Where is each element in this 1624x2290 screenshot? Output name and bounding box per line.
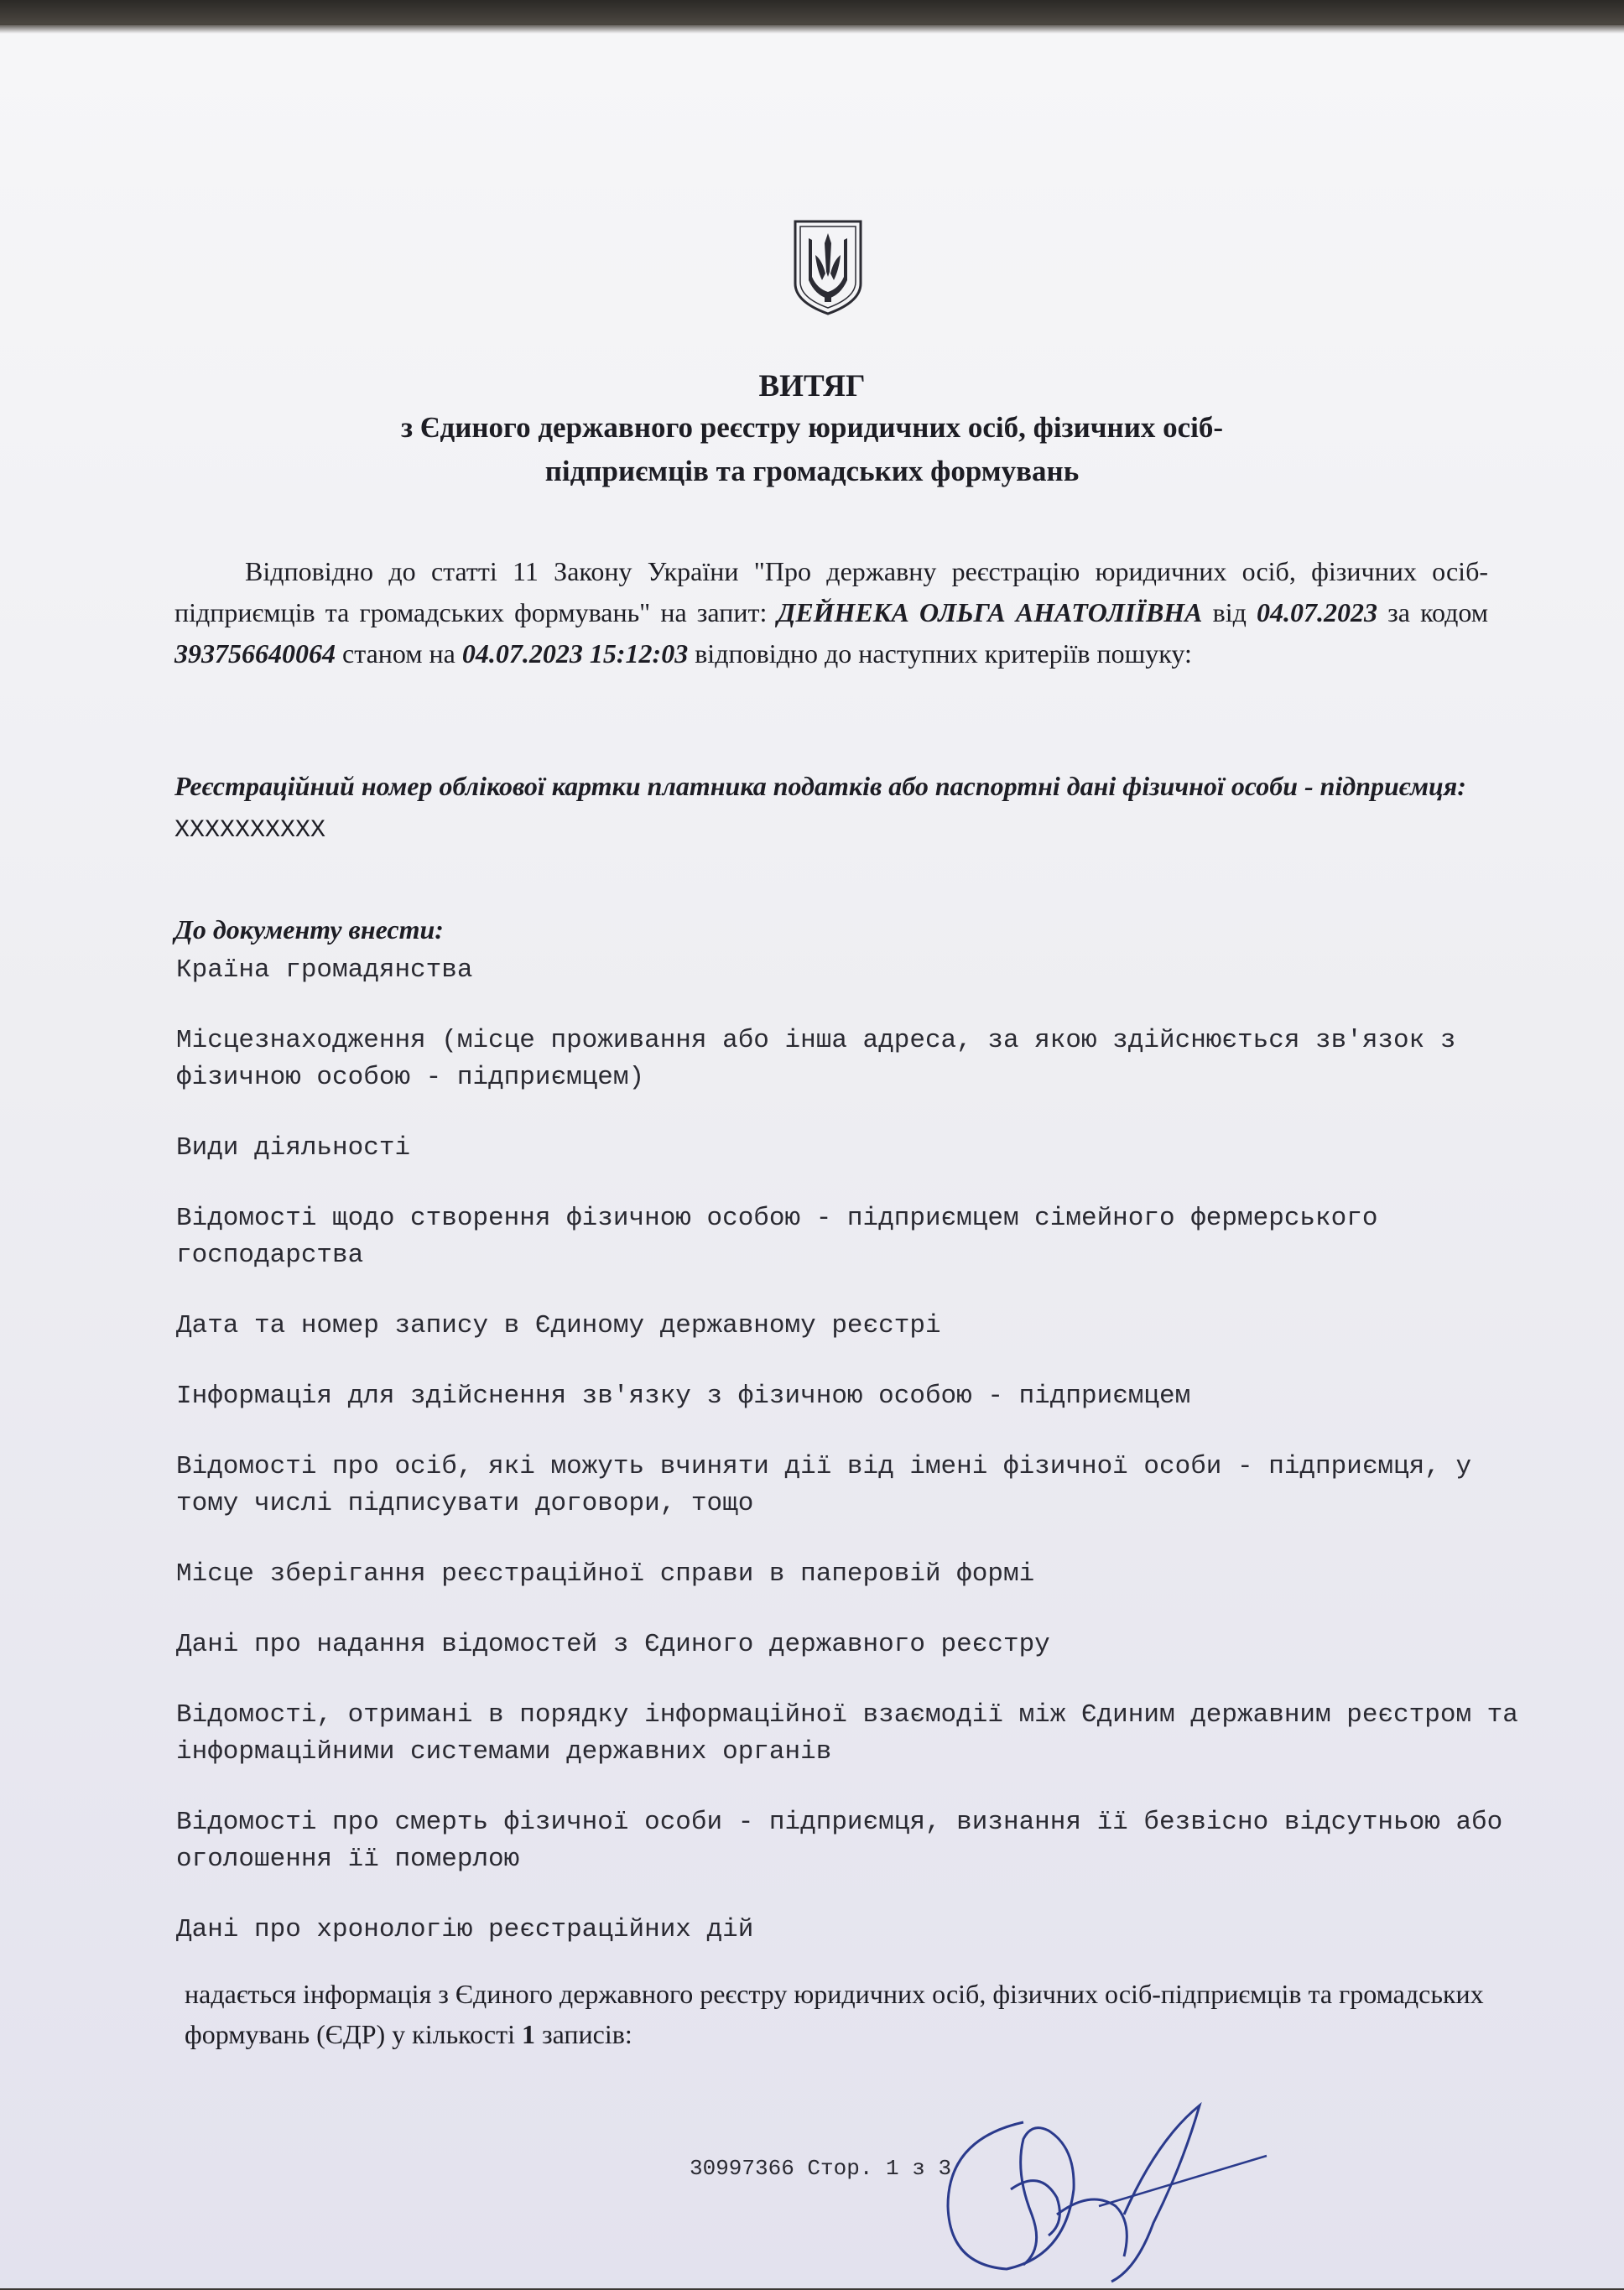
intro-text: станом на: [336, 638, 462, 669]
search-criteria: [174, 766, 1488, 851]
request-date: 04.07.2023: [1257, 597, 1378, 627]
trident-icon: [792, 218, 864, 317]
list-item: Дані про надання відомостей з Єдиного державного реєстру: [176, 1630, 1050, 1659]
records-summary: [185, 1974, 1493, 2054]
subheading-line-2: підприємців та громадських формувань: [544, 455, 1080, 487]
list-item: Дата та номер запису в Єдиному державному реєстрі: [176, 1311, 941, 1340]
list-item: Відомості, отримані в порядку інформаційної взаємодії між Єдиним державним реєстром та інформаційними системами державних органів: [176, 1700, 1534, 1767]
intro-text: за кодом: [1377, 597, 1489, 627]
intro-text: Відповідно до статті 11 Закону України "Про державну реєстрацію юридичних осіб, фізичних осіб-підприємців та громадських формувань" на запит:: [174, 556, 1488, 627]
list-item: Відомості щодо створення фізичною особою - підприємцем сімейного фермерського господарства: [176, 1204, 1394, 1270]
intro-text: від: [1202, 597, 1257, 627]
signature-icon: [931, 2089, 1283, 2290]
page-number: 30997366 Стор. 1 з 3: [690, 2156, 952, 2181]
criteria-label: Реєстраційний номер облікової картки платника податків або паспортні дані фізичної особи - підприємця:: [174, 771, 1466, 801]
list-item: Відомості про смерть фізичної особи - підприємця, визнання її безвісно відсутньою або оголошення її померлою: [176, 1808, 1518, 1874]
criteria-value: XXXXXXXXXX: [174, 816, 326, 845]
document-title: [0, 367, 1624, 493]
summary-text: записів:: [534, 2019, 632, 2049]
list-item: Місце зберігання реєстраційної справи в паперовій формі: [176, 1559, 1035, 1589]
list-item: Дані про хронологію реєстраційних дій: [176, 1915, 754, 1944]
record-count: 1: [521, 2019, 535, 2049]
summary-text: надається інформація з Єдиного державного реєстру юридичних осіб, фізичних осіб-підприємців та громадських формувань (ЄДР) у кількості: [185, 1979, 1484, 2049]
intro-text: відповідно до наступних критеріїв пошуку:: [688, 638, 1192, 669]
intro-paragraph: [174, 551, 1488, 674]
add-to-document-heading: До документу внести:: [174, 914, 444, 945]
heading: ВИТЯГ: [758, 369, 866, 403]
document-page: [0, 25, 1624, 2288]
list-item: Інформація для здійснення зв'язку з фізичною особою - підприємцем: [176, 1382, 1191, 1411]
as-of-datetime: 04.07.2023 15:12:03: [461, 638, 689, 669]
subheading-line-1: з Єдиного державного реєстру юридичних осіб, фізичних осіб-: [400, 411, 1224, 444]
list-item: Види діяльності: [176, 1133, 411, 1163]
included-sections-list: [176, 952, 1534, 1982]
list-item: Країна громадянства: [176, 955, 473, 985]
list-item: Місцезнаходження (місце проживання або інша адреса, за якою здійснюється зв'язок з фізичною особою - підприємцем): [176, 1026, 1472, 1092]
list-item: Відомості про осіб, які можуть вчиняти дії від імені фізичної особи - підприємця, у тому числі підписувати договори, тощо: [176, 1452, 1487, 1518]
requester-name: ДЕЙНЕКА ОЛЬГА АНАТОЛІЇВНА: [777, 597, 1203, 627]
request-code: 393756640064: [174, 638, 336, 669]
